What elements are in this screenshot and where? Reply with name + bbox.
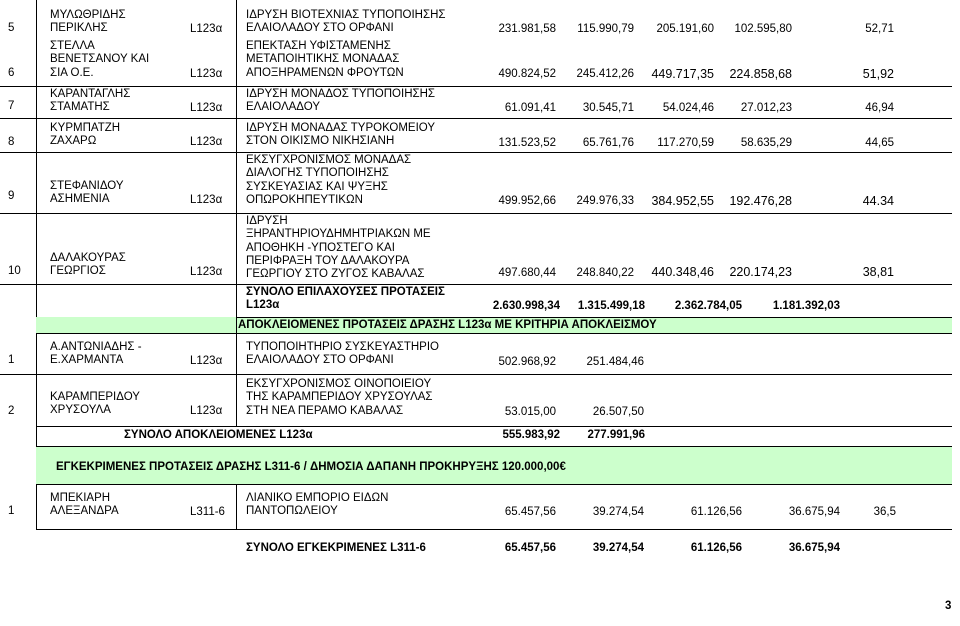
measure-code: L123α [190, 23, 223, 35]
budget-value: 502.968,92 [498, 356, 556, 368]
score-value: 44,65 [865, 137, 894, 149]
public-expense-value: 65.761,76 [582, 137, 634, 149]
total-reserve-approved-public: 1.181.392,03 [772, 300, 840, 312]
total-reserve-approved-budget: 2.362.784,05 [674, 300, 742, 312]
approved-section-title: ΕΓΚΕΚΡΙΜΕΝΕΣ ΠΡΟΤΑΣΕΙΣ ΔΡΑΣΗΣ L311-6 / ΔΗΜΟΣΙΑ ΔΑΠΑΝΗ ΠΡΟΚΗΡΥΞΗΣ 120.000,00€ [56, 461, 566, 473]
row-index: 5 [8, 22, 15, 34]
measure-code: L123α [190, 266, 223, 278]
budget-value: 497.680,44 [498, 267, 556, 279]
page-number: 3 [945, 600, 952, 612]
measure-code: L123α [190, 136, 223, 148]
project-description: ΕΚΣΥΓΧΡΟΝΙΣΜΟΣ ΜΟΝΑΔΑΣ ΔΙΑΛΟΓΗΣ ΤΥΠΟΠΟΙΗΣΗΣ ΣΥΣΚΕΥΑΣΙΑΣ ΚΑΙ ΨΥΞΗΣ ΟΠΩΡΟΚΗΠΕΥΤΙΚΩΝ [246, 154, 412, 206]
approved-public-value: 36.675,94 [788, 506, 840, 518]
project-description: ΙΔΡΥΣΗ ΒΙΟΤΕΧΝΙΑΣ ΤΥΠΟΠΟΙΗΣΗΣ ΕΛΑΙΟΛΑΔΟΥ ΣΤΟ ΟΡΦΑΝΙ [246, 9, 446, 35]
approved-budget-value: 205.191,60 [656, 23, 714, 35]
score-value: 44.34 [862, 194, 894, 208]
project-description: ΕΠΕΚΤΑΣΗ ΥΦΙΣΤΑΜΕΝΗΣ ΜΕΤΑΠΟΙΗΤΙΚΗΣ ΜΟΝΑΔΑΣ ΑΠΟΞΗΡΑΜΕΝΩΝ ΦΡΟΥΤΩΝ [246, 40, 404, 79]
total-excluded-public: 277.991,96 [587, 429, 645, 441]
total-excluded-label: ΣΥΝΟΛΟ ΑΠΟΚΛΕΙΟΜΕΝΕΣ L123α [124, 429, 313, 441]
budget-value: 499.952,66 [498, 195, 556, 207]
row-index: 8 [8, 136, 15, 148]
applicant-name: ΚΑΡΑΜΠΕΡΙΔΟΥ ΧΡΥΣΟΥΛΑ [50, 391, 140, 417]
measure-code: L311-6 [190, 506, 225, 518]
public-expense-value: 39.274,54 [592, 506, 644, 518]
total-reserve-budget: 2.630.998,34 [492, 300, 560, 312]
applicant-name: ΔΑΛΑΚΟΥΡΑΣ ΓΕΩΡΓΙΟΣ [50, 252, 126, 278]
approved-public-value: 224.858,68 [729, 67, 792, 81]
applicant-name: ΜΥΛΩΘΡΙΔΗΣ ΠΕΡΙΚΛΗΣ [50, 9, 126, 35]
total-excluded-budget: 555.983,92 [502, 429, 560, 441]
public-expense-value: 26.507,50 [592, 406, 644, 418]
budget-value: 61.091,41 [504, 102, 556, 114]
public-expense-value: 115.990,79 [577, 23, 634, 35]
applicant-name: ΚΥΡΜΠΑΤΖΗ ΖΑΧΑΡΩ [50, 122, 121, 148]
score-value: 52,71 [865, 23, 894, 35]
total-approved-approved-budget: 61.126,56 [690, 542, 742, 554]
approved-budget-value: 54.024,46 [662, 102, 714, 114]
budget-value: 231.981,58 [498, 23, 556, 35]
budget-value: 490.824,52 [498, 68, 556, 80]
public-expense-value: 251.484,46 [586, 356, 644, 368]
row-index: 10 [8, 265, 21, 277]
total-approved-approved-public: 36.675,94 [788, 542, 840, 554]
excluded-section-title: ΑΠΟΚΛΕΙΟΜΕΝΕΣ ΠΡΟΤΑΣΕΙΣ ΔΡΑΣΗΣ L123α ΜΕ ΚΡΙΤΗΡΙΑ ΑΠΟΚΛΕΙΣΜΟΥ [238, 319, 657, 331]
public-expense-value: 248.840,22 [576, 267, 634, 279]
score-value: 46,94 [865, 102, 894, 114]
budget-value: 65.457,56 [504, 506, 556, 518]
score-value: 38,81 [862, 265, 894, 279]
measure-code: L123α [190, 405, 223, 417]
public-expense-value: 249.976,33 [576, 195, 634, 207]
approved-budget-value: 61.126,56 [690, 506, 742, 518]
approved-public-value: 220.174,23 [729, 265, 792, 279]
measure-code: L123α [190, 355, 223, 367]
applicant-name: ΣΤΕΦΑΝΙΔΟΥ ΑΣΗΜΕΝΙΑ [50, 180, 124, 206]
project-description: ΕΚΣΥΓΧΡΟΝΙΣΜΟΣ ΟΙΝΟΠΟΙΕΙΟΥ ΤΗΣ ΚΑΡΑΜΠΕΡΙΔΟΥ ΧΡΥΣΟΥΛΑΣ ΣΤΗ ΝΕΑ ΠΕΡΑΜΟ ΚΑΒΑΛΑΣ [246, 378, 433, 417]
row-index: 6 [8, 67, 15, 79]
row-index: 9 [8, 190, 15, 202]
budget-value: 53.015,00 [504, 406, 556, 418]
applicant-name: ΣΤΕΛΛΑ ΒΕΝΕΤΣΑΝΟΥ ΚΑΙ ΣΙΑ Ο.Ε. [50, 40, 150, 79]
project-description: ΙΔΡΥΣΗ ΞΗΡΑΝΤΗΡΙΟΥΔΗΜΗΤΡΙΑΚΩΝ ΜΕ ΑΠΟΘΗΚΗ -ΥΠΟΣΤΕΓΟ ΚΑΙ ΠΕΡΙΦΡΑΞΗ ΤΟΥ ΔΑΛΑΚΟΥΡΑ ΓΕΩΡΓΙΟΥ ΣΤΟ ΖΥΓΟΣ ΚΑΒΑΛΑΣ [246, 215, 431, 281]
measure-code: L123α [190, 194, 223, 206]
total-reserve-public: 1.315.499,18 [577, 300, 645, 312]
approved-budget-value: 449.717,35 [651, 67, 714, 81]
row-index: 1 [8, 505, 15, 517]
applicant-name: ΚΑΡΑΝΤΑΓΛΗΣ ΣΤΑΜΑΤΗΣ [50, 88, 131, 114]
approved-public-value: 58.635,29 [740, 137, 792, 149]
public-expense-value: 245.412,26 [576, 68, 634, 80]
row-index: 2 [8, 405, 15, 417]
project-description: ΛΙΑΝΙΚΟ ΕΜΠΟΡΙΟ ΕΙΔΩΝ ΠΑΝΤΟΠΩΛΕΙΟΥ [246, 492, 389, 518]
approved-public-value: 102.595,80 [734, 23, 792, 35]
approved-budget-value: 440.348,46 [651, 265, 714, 279]
project-description: ΤΥΠΟΠΟΙΗΤΗΡΙΟ ΣΥΣΚΕΥΑΣΤΗΡΙΟ ΕΛΑΙΟΛΑΔΟΥ ΣΤΟ ΟΡΦΑΝΙ [246, 341, 439, 367]
budget-value: 131.523,52 [498, 137, 556, 149]
measure-code: L123α [190, 68, 223, 80]
approved-public-value: 192.476,28 [729, 194, 792, 208]
total-approved-budget: 65.457,56 [504, 542, 556, 554]
total-approved-public: 39.274,54 [592, 542, 644, 554]
score-value: 51,92 [862, 67, 894, 81]
approved-public-value: 27.012,23 [740, 102, 792, 114]
measure-code: L123α [190, 102, 223, 114]
project-description: ΙΔΡΥΣΗ ΜΟΝΑΔΑΣ ΤΥΡΟΚΟΜΕΙΟΥ ΣΤΟΝ ΟΙΚΙΣΜΟ ΝΙΚΗΣΙΑΝΗ [246, 122, 436, 148]
row-index: 7 [8, 100, 15, 112]
public-expense-value: 30.545,71 [582, 102, 634, 114]
score-value: 36,5 [873, 506, 896, 518]
applicant-name: Α.ΑΝΤΩΝΙΑΔΗΣ - Ε.ΧΑΡΜΑΝΤΑ [50, 341, 142, 367]
row-index: 1 [8, 354, 15, 366]
applicant-name: ΜΠΕΚΙΑΡΗ ΑΛΕΞΑΝΔΡΑ [50, 492, 119, 518]
total-approved-label: ΣΥΝΟΛΟ ΕΓΚΕΚΡΙΜΕΝΕΣ L311-6 [246, 542, 426, 554]
total-reserve-label: ΣΥΝΟΛΟ ΕΠΙΛΑΧΟΥΣΕΣ ΠΡΟΤΑΣΕΙΣ L123α [246, 286, 445, 312]
project-description: ΙΔΡΥΣΗ ΜΟΝΑΔΟΣ ΤΥΠΟΠΟΙΗΣΗΣ ΕΛΑΙΟΛΑΔΟΥ [246, 88, 436, 114]
approved-budget-value: 384.952,55 [651, 194, 714, 208]
approved-budget-value: 117.270,59 [657, 137, 714, 149]
